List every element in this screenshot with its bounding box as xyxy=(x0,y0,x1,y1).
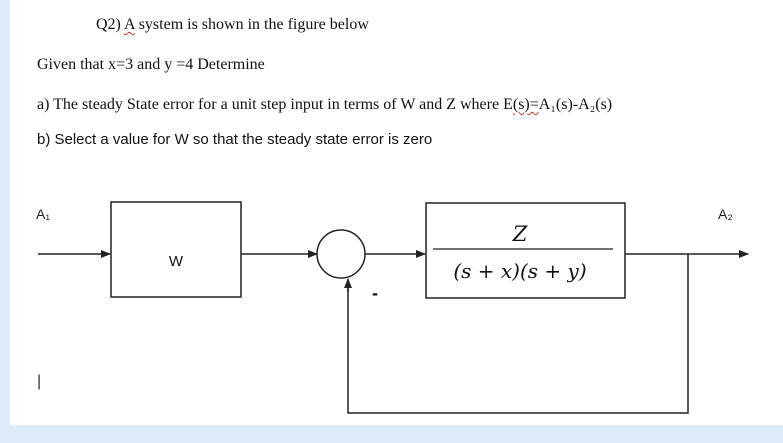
feedback-sign: - xyxy=(372,283,378,303)
summing-junction xyxy=(317,230,365,278)
part-b: b) Select a value for W so that the steady state error is zero xyxy=(37,131,433,148)
part-a-start: a) The steady State error for a unit step input in terms of W and Z where E xyxy=(37,96,513,113)
input-label: A₁ xyxy=(36,206,51,222)
output-label: A₂ xyxy=(718,206,733,222)
given-line: Given that x=3 and y =4 Determine xyxy=(37,56,265,73)
question-number: Q2) xyxy=(96,16,121,33)
w-block-label: W xyxy=(168,253,184,270)
plant-numerator: Z xyxy=(512,222,528,246)
w-block xyxy=(111,202,241,297)
plant-denominator: (s + x)(s + y) xyxy=(453,259,587,283)
question-intro-a: A xyxy=(124,16,135,33)
stray-mark: | xyxy=(37,373,42,390)
plant-block xyxy=(426,203,625,298)
part-a-mid: (s)= xyxy=(512,96,539,113)
part-a-end: A₁(s)-A₂(s) xyxy=(538,96,613,113)
question-intro-rest: system is shown in the figure below xyxy=(138,16,369,33)
